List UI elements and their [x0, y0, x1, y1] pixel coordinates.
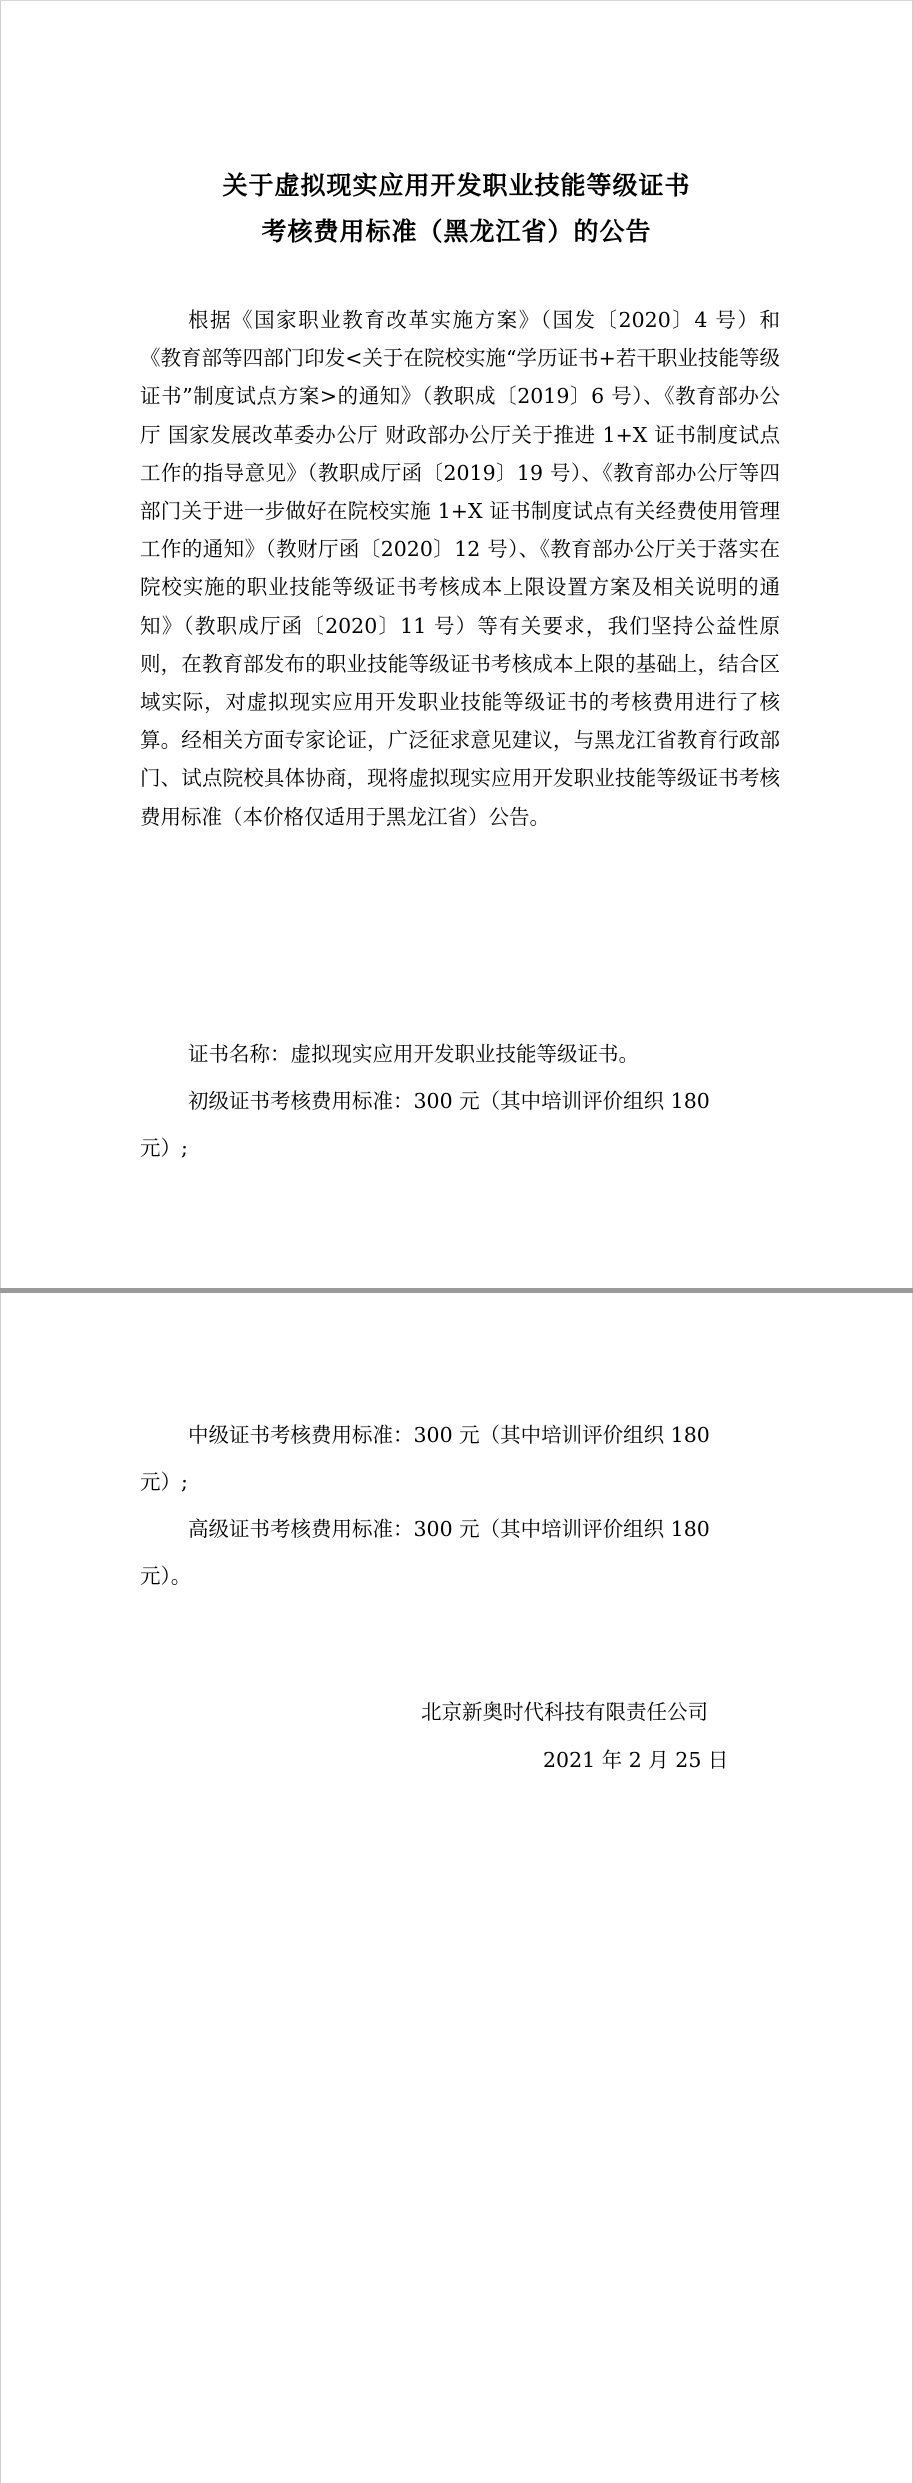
senior-fee-line-2: 元）。: [140, 1564, 192, 1588]
intermediate-fee-line-2: 元）;: [140, 1470, 188, 1494]
document-title-line-2: 考核费用标准（黑龙江省）的公告: [261, 217, 652, 246]
signature-date: 2021 年 2 月 25 日: [543, 1748, 729, 1772]
cert-name-line: 证书名称：虚拟现实应用开发职业技能等级证书。: [188, 1042, 639, 1066]
signature-company: 北京新奥时代科技有限责任公司: [421, 1700, 708, 1724]
document-page-2: [0, 1293, 913, 2483]
junior-fee-line-1: 初级证书考核费用标准：300 元（其中培训评价组织 180: [188, 1089, 710, 1113]
body-paragraph: 根据《国家职业教育改革实施方案》（国发〔2020〕4 号）和《教育部等四部门印发<关于在院校实施“学历证书+若干职业技能等级证书”制度试点方案>的通知》（教职成〔2019〕6 号）、《教育部办公厅 国家发展改革委办公厅 财政部办公厅关于推进 1+X 证书制度试点工作的指导意见》（教职成厅函〔2019〕19 号）、《教育部办公厅等四部门关于进一步做好在院校实施 1+X 证书制度试点有关经费使用管理工作的通知》（教财厅函〔2020〕12 号）、《教育部办公厅关于落实在院校实施的职业技能等级证书考核成本上限设置方案及相关说明的通知》（教职成厅函〔2020〕11 号）等有关要求，我们坚持公益性原则，在教育部发布的职业技能等级证书考核成本上限的基础上，结合区域实际，对虚拟现实应用开发职业技能等级证书的考核费用进行了核算。经相关方面专家论证，广泛征求意见建议，与黑龙江省教育行政部门、试点院校具体协商，现将虚拟现实应用开发职业技能等级证书考核费用标准（本价格仅适用于黑龙江省）公告。: [140, 308, 780, 829]
junior-fee-line-2: 元）;: [140, 1136, 188, 1160]
intermediate-fee-line-1: 中级证书考核费用标准：300 元（其中培训评价组织 180: [188, 1423, 710, 1447]
document-title-line-1: 关于虚拟现实应用开发职业技能等级证书: [222, 171, 691, 200]
senior-fee-line-1: 高级证书考核费用标准：300 元（其中培训评价组织 180: [188, 1517, 710, 1541]
